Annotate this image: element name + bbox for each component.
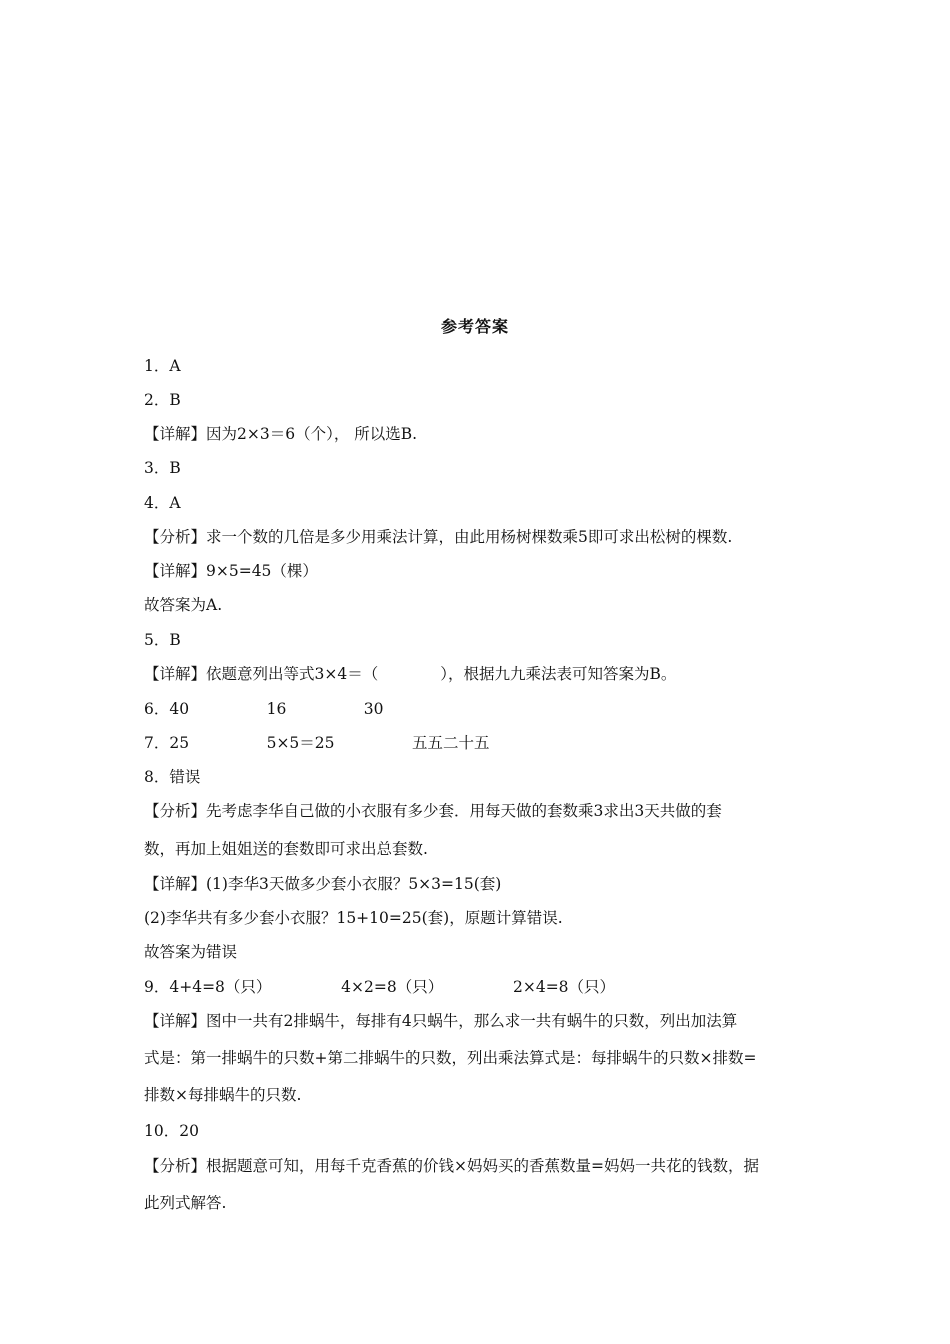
answer-line: 7．25 5×5＝25 五五二十五 <box>144 734 490 752</box>
answer-line: 排数×每排蜗牛的只数. <box>144 1086 302 1104</box>
page-title: 参考答案 <box>440 317 509 336</box>
answer-line: 2．B <box>144 391 181 409</box>
answer-line: 1．A <box>144 357 181 375</box>
answer-line: 【分析】求一个数的几倍是多少用乘法计算，由此用杨树棵数乘5即可求出松树的棵数. <box>144 528 733 546</box>
answer-line: 故答案为错误 <box>144 943 238 961</box>
answer-line: 数，再加上姐姐送的套数即可求出总套数. <box>144 840 428 858</box>
answer-line: 5．B <box>144 631 181 649</box>
answer-line: 式是：第一排蜗牛的只数+第二排蜗牛的只数，列出乘法算式是：每排蜗牛的只数×排数= <box>144 1049 757 1067</box>
answer-line: (2)李华共有多少套小衣服？15+10=25(套)，原题计算错误. <box>144 909 563 927</box>
answer-line: 8．错误 <box>144 768 201 786</box>
answer-line: 【分析】根据题意可知，用每千克香蕉的价钱×妈妈买的香蕉数量=妈妈一共花的钱数，据 <box>144 1157 759 1175</box>
answer-line: 10．20 <box>144 1122 199 1140</box>
answer-line: 【详解】(1)李华3天做多少套小衣服？5×3=15(套) <box>144 875 502 893</box>
answer-line: 故答案为A. <box>144 596 223 614</box>
answer-line: 9．4+4=8（只） 4×2=8（只） 2×4=8（只） <box>144 978 616 996</box>
answer-line: 此列式解答. <box>144 1194 227 1212</box>
answer-line: 4．A <box>144 494 181 512</box>
answer-line: 【详解】因为2×3＝6（个）， 所以选B. <box>144 425 418 443</box>
answer-line: 3．B <box>144 459 181 477</box>
answer-line: 6．40 16 30 <box>144 700 384 718</box>
answer-line: 【详解】依题意列出等式3×4＝（ ），根据九九乘法表可知答案为B。 <box>144 665 677 683</box>
answer-line: 【分析】先考虑李华自己做的小衣服有多少套．用每天做的套数乘3求出3天共做的套 <box>144 802 722 820</box>
answer-line: 【详解】9×5=45（棵） <box>144 562 318 580</box>
answer-line: 【详解】图中一共有2排蜗牛，每排有4只蜗牛，那么求一共有蜗牛的只数，列出加法算 <box>144 1012 738 1030</box>
